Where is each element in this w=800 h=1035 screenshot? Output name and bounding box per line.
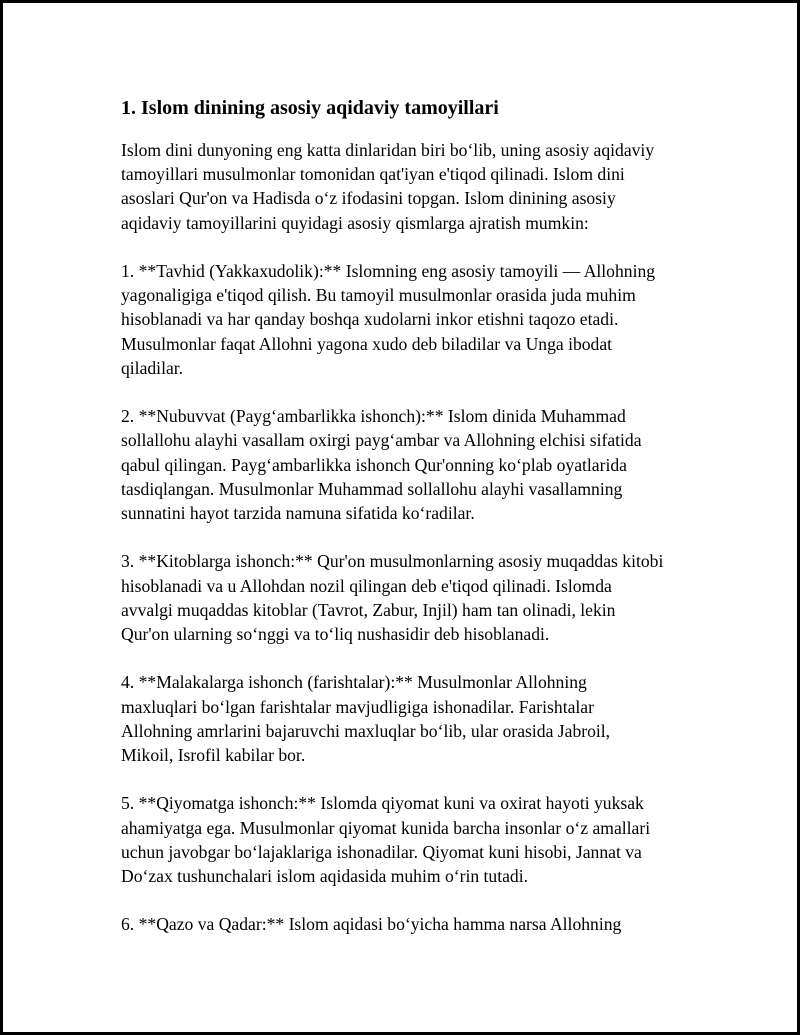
- qiyomat-paragraph: 5. **Qiyomatga ishonch:** Islomda qiyomat kuni va oxirat hayoti yuksak ahamiyatga ega. Musulmonlar qiyomat kunida barcha insonlar o‘z amallari uchun javobgar bo‘lajaklariga ishonadilar. Qiyomat kuni hisobi, Jannat va Do‘zax tushunchalari islom aqidasida muhim o‘rin tutadi.: [121, 793, 651, 887]
- document-body: [121, 95, 721, 961]
- malakalar-paragraph: 4. **Malakalarga ishonch (farishtalar):** Musulmonlar Allohning maxluqlari bo‘lgan farishtalar mavjudligiga ishonadilar. Farishtalar Allohning amrlarini bajaruvchi maxluqlar bo‘lib, ular orasida Jabroil, Mikoil, Isrofil kabilar bor.: [121, 672, 611, 766]
- nubuvvat-paragraph: 2. **Nubuvvat (Payg‘ambarlikka ishonch):** Islom dinida Muhammad sollallohu alayhi vasallam oxirgi payg‘ambar va Allohning elchisi sifatida qabul qilingan. Payg‘ambarlikka ishonch Qur'onning ko‘plab oyatlarida tasdiqlangan. Musulmonlar Muhammad sollallohu alayhi vasallamning sunnatini hayot tarzida namuna sifatida ko‘radilar.: [121, 406, 642, 524]
- intro-paragraph: Islom dini dunyoning eng katta dinlaridan biri bo‘lib, uning asosiy aqidaviy tamoyillari musulmonlar tomonidan qat'iyan e'tiqod qilinadi. Islom dini asoslari Qur'on va Hadisda o‘z ifodasini topgan. Islom dinining asosiy aqidaviy tamoyillarini quyidagi asosiy qismlarga ajratish mumkin:: [121, 140, 655, 233]
- qazo-qadar-paragraph: 6. **Qazo va Qadar:** Islom aqidasi bo‘yicha hamma narsa Allohning: [121, 914, 622, 935]
- tavhid-paragraph: 1. **Tavhid (Yakkaxudolik):** Islomning eng asosiy tamoyili — Allohning yagonaligiga e'tiqod qilish. Bu tamoyil musulmonlar orasida juda muhim hisoblanadi va har qanday boshqa xudolarni inkor etishni taqozo etadi. Musulmonlar faqat Allohni yagona xudo deb biladilar va Unga ibodat qiladilar.: [121, 261, 656, 378]
- kitoblar-paragraph: 3. **Kitoblarga ishonch:** Qur'on musulmonlarning asosiy muqaddas kitobi hisoblanadi va u Allohdan nozil qilingan deb e'tiqod qilinadi. Islomda avvalgi muqaddas kitoblar (Tavrot, Zabur, Injil) ham tan olinadi, lekin Qur'on ularning so‘nggi va to‘liq nushasidir deb hisoblanadi.: [121, 551, 664, 645]
- section-heading: 1. Islom dinining asosiy aqidaviy tamoyillari: [121, 97, 499, 119]
